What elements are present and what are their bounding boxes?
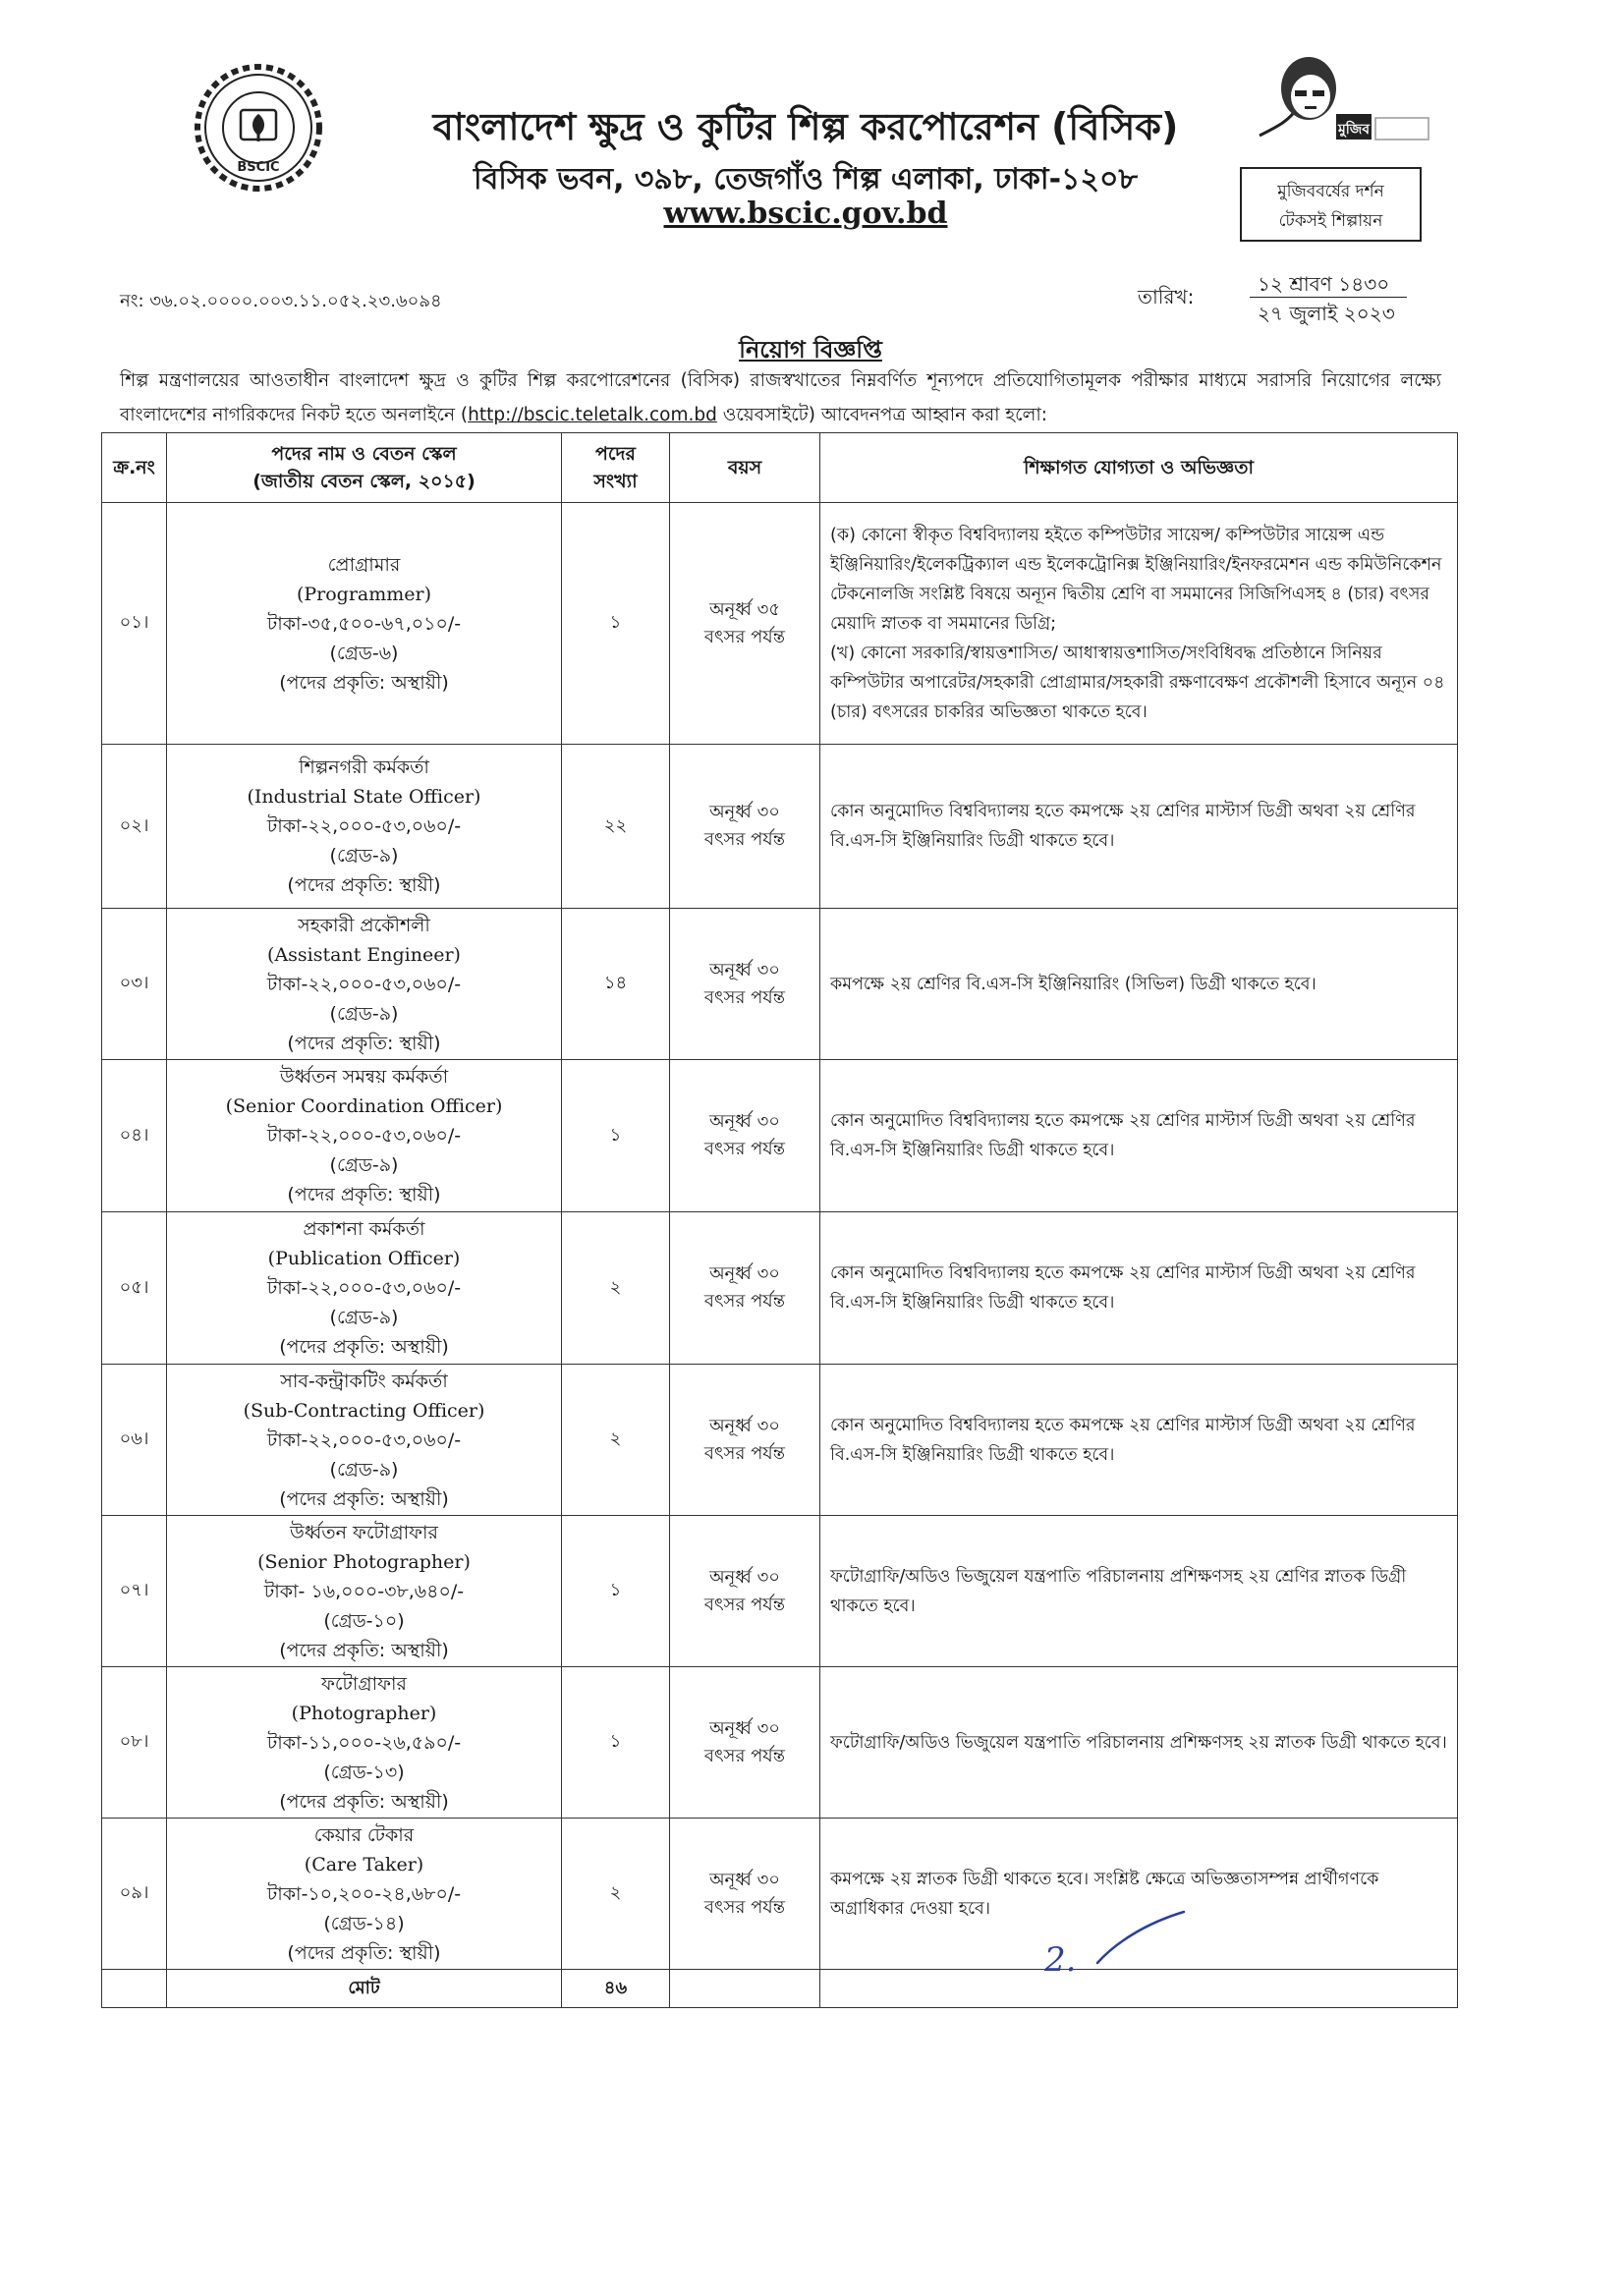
row-qualification <box>820 745 1458 909</box>
intro-text-1: শিল্প মন্ত্রণালয়ের আওতাধীন বাংলাদেশ ক্ষুদ্র ও কুটির শিল্প করপোরেশনের (বিসিক) রাজস্বখাতের নিম্নবর্ণিত শূন্যপদে প্রতিযোগিতামূলক পরীক্ষার মাধ্যমে সরাসরি নিয়োগের লক্ষ্যে বাংলাদেশের নাগরিকদের নিকট হতে অনলাইনে ( <box>120 370 1441 425</box>
row-post <box>167 1365 562 1516</box>
qualification-line-2: (খ) কোনো সরকারি/স্বায়ত্তশাসিত/ আধাস্বায়ত্তশাসিত/সংবিধিবদ্ধ প্রতিষ্ঠানে সিনিয়র কম্পিউটার অপারেটর/সহকারী প্রোগ্রামার/সহকারী রক্ষণাবেক্ষণ প্রকৌশলী হিসাবে অন্যূন ০৪ (চার) বৎসরের চাকরির অভিজ্ঞতা থাকতে হবে। <box>830 643 1445 722</box>
slogan-line-2: টেকসই শিল্পায়ন <box>1278 211 1383 231</box>
post-nature: (পদের প্রকৃতি: স্থায়ী) <box>287 1941 441 1964</box>
notice-intro <box>120 364 1441 432</box>
table-row <box>102 503 1458 745</box>
row-age <box>670 1060 820 1212</box>
total-count: ৪৬ <box>562 1970 670 2008</box>
header-count <box>562 433 670 503</box>
post-grade: (গ্রেড-৯) <box>329 1307 399 1328</box>
qualification-line-1: ফটোগ্রাফি/অডিও ভিজুয়েল যন্ত্রপাতি পরিচালনায় প্রশিক্ষণসহ ২য় স্নাতক ডিগ্রী থাকতে হবে। <box>830 1732 1447 1753</box>
post-grade: (গ্রেড-৯) <box>329 1002 399 1025</box>
row-qualification <box>820 503 1458 745</box>
row-count: ১ <box>562 1516 670 1667</box>
row-post <box>167 1212 562 1365</box>
vacancy-table <box>101 432 1458 2008</box>
post-name-bn: প্রকাশনা কর্মকর্তা <box>303 1218 425 1240</box>
row-age <box>670 909 820 1060</box>
post-grade: (গ্রেড-৯) <box>329 845 399 867</box>
date-bangla: ১২ শ্রাবণ ১৪৩০ <box>1258 272 1390 296</box>
table-row <box>102 745 1458 909</box>
header-age: বয়স <box>670 433 820 503</box>
application-link[interactable]: http://bscic.teletalk.com.bd <box>468 405 717 425</box>
table-row <box>102 1212 1458 1365</box>
post-name-bn: ফটোগ্রাফার <box>321 1672 407 1695</box>
row-serial: ০১। <box>102 503 167 745</box>
row-serial: ০৭। <box>102 1516 167 1667</box>
post-name-en: (Sub-Contracting Officer) <box>243 1399 485 1422</box>
post-scale: টাকা-২২,০০০-৫৩,০৬০/- <box>266 1428 462 1451</box>
page-mark: 2. <box>1044 1940 1077 1980</box>
row-qualification <box>820 909 1458 1060</box>
qualification-line-1: ফটোগ্রাফি/অডিও ভিজুয়েল যন্ত্রপাতি পরিচালনায় প্রশিক্ষণসহ ২য় শ্রেণির স্নাতক ডিগ্রী থাকতে হবে। <box>830 1566 1407 1616</box>
row-age <box>670 503 820 745</box>
row-count: ১ <box>562 1060 670 1212</box>
row-qualification <box>820 1212 1458 1365</box>
row-count: ২ <box>562 1365 670 1516</box>
table-total-row <box>102 1970 1458 2008</box>
post-name-en: (Programmer) <box>296 583 432 605</box>
age-line-1: অনূর্ধ্ব ৩০ <box>708 802 781 822</box>
age-line-2: বৎসর পর্যন্ত <box>703 829 786 850</box>
age-line-2: বৎসর পর্যন্ত <box>703 1442 786 1464</box>
qualification-line-1: (ক) কোনো স্বীকৃত বিশ্ববিদ্যালয় হইতে কম্পিউটার সায়েন্স/ কম্পিউটার সায়েন্স এন্ড ইঞ্জিনিয়ারিং/ইলেকট্রিক্যাল এন্ড ইলেকট্রোনিক্স ইঞ্জিনিয়ারিং/ইনফরমেশন এন্ড কমিউনিকেশন টেকনোলজি সংশ্লিষ্ট বিষয়ে অন্যূন দ্বিতীয় শ্রেণি বা সমমানের সিজিপিএসহ ৪ (চার) বৎসর মেয়াদি স্নাতক বা সমমানের ডিগ্রি; <box>830 525 1442 634</box>
table-row <box>102 1060 1458 1212</box>
row-qualification <box>820 1516 1458 1667</box>
age-line-2: বৎসর পর্যন্ত <box>703 1139 786 1159</box>
header-count-line-1: পদের <box>595 443 636 465</box>
post-grade: (গ্রেড-১৪) <box>323 1912 405 1934</box>
post-nature: (পদের প্রকৃতি: স্থায়ী) <box>287 1184 441 1205</box>
post-name-bn: শিল্পনগরী কর্মকর্তা <box>299 756 429 778</box>
age-line-1: অনূর্ধ্ব ৩০ <box>708 1566 781 1588</box>
row-age <box>670 745 820 909</box>
post-nature: (পদের প্রকৃতি: স্থায়ী) <box>287 874 441 896</box>
total-empty-cell <box>102 1970 167 2008</box>
table-row <box>102 1516 1458 1667</box>
age-line-1: অনূর্ধ্ব ৩০ <box>708 1869 781 1890</box>
total-label: মোট <box>167 1970 562 2008</box>
date-label: তারিখ: <box>1138 285 1195 308</box>
row-post <box>167 909 562 1060</box>
post-scale: টাকা-২২,০০০-৫৩,০৬০/- <box>266 1125 462 1147</box>
table-row <box>102 1819 1458 1970</box>
qualification-line-1: কোন অনুমোদিত বিশ্ববিদ্যালয় হতে কমপক্ষে ২য় শ্রেণির মাস্টার্স ডিগ্রী অথবা ২য় শ্রেণির বি.এস-সি ইঞ্জিনিয়ারিং ডিগ্রী থাকতে হবে। <box>830 1263 1416 1313</box>
post-grade: (গ্রেড-১৩) <box>323 1761 405 1783</box>
row-qualification <box>820 1060 1458 1212</box>
post-name-en: (Publication Officer) <box>267 1248 461 1269</box>
post-nature: (পদের প্রকৃতি: অস্থায়ী) <box>279 1790 449 1813</box>
header-count-line-2: সংখ্যা <box>593 471 638 492</box>
intro-text-2: ওয়েবসাইটে) আবেদনপত্র আহ্বান করা হলো: <box>716 405 1047 425</box>
date-divider <box>1250 297 1407 298</box>
post-grade: (গ্রেড-৯) <box>329 1154 399 1176</box>
post-name-bn: কেয়ার টেকার <box>313 1823 415 1846</box>
row-serial: ০৫। <box>102 1212 167 1365</box>
reference-number: নং: ৩৬.০২.০০০০.০০৩.১১.০৫২.২৩.৬০৯৪ <box>120 291 442 311</box>
total-empty-cell <box>670 1970 820 2008</box>
age-line-2: বৎসর পর্যন্ত <box>703 1745 786 1766</box>
header-post-line-2: (জাতীয় বেতন স্কেল, ২০১৫) <box>252 471 476 492</box>
row-count: ২ <box>562 1212 670 1365</box>
row-count: ১ <box>562 503 670 745</box>
org-name: বাংলাদেশ ক্ষুদ্র ও কুটির শিল্প করপোরেশন (বিসিক) <box>432 105 1179 148</box>
post-scale: টাকা-২২,০০০-৫৩,০৬০/- <box>266 1277 462 1299</box>
post-scale: টাকা-১১,০০০-২৬,৫৯০/- <box>266 1731 462 1754</box>
row-count: ২ <box>562 1819 670 1970</box>
post-nature: (পদের প্রকৃতি: অস্থায়ী) <box>279 1639 449 1661</box>
age-line-2: বৎসর পর্যন্ত <box>703 1896 786 1918</box>
qualification-line-1: কমপক্ষে ২য় স্নাতক ডিগ্রী থাকতে হবে। সংশ্লিষ্ট ক্ষেত্রে অভিজ্ঞতাসম্পন্ন প্রার্থীগণকে অগ্রাধিকার দেওয়া হবে। <box>830 1869 1379 1919</box>
row-post <box>167 1516 562 1667</box>
post-scale: টাকা-২২,০০০-৫৩,০৬০/- <box>266 973 462 995</box>
post-nature: (পদের প্রকৃতি: অস্থায়ী) <box>279 1336 449 1358</box>
post-nature: (পদের প্রকৃতি: অস্থায়ী) <box>279 671 449 694</box>
row-age <box>670 1365 820 1516</box>
post-scale: টাকা-৩৫,৫০০-৬৭,০১০/- <box>266 612 462 635</box>
header-post-line-1: পদের নাম ও বেতন স্কেল <box>271 443 457 465</box>
slogan-line-1: মুজিববর্ষের দর্শন <box>1277 182 1384 201</box>
post-nature: (পদের প্রকৃতি: স্থায়ী) <box>287 1032 441 1054</box>
notice-title: নিয়োগ বিজ্ঞপ্তি <box>739 336 882 364</box>
post-name-bn: উর্ধ্বতন ফটোগ্রাফার <box>290 1521 438 1543</box>
logo-text: BSCIC <box>237 160 280 175</box>
post-scale: টাকা- ১৬,০০০-৩৮,৬৪০/- <box>263 1580 465 1602</box>
post-name-en: (Senior Coordination Officer) <box>225 1095 503 1117</box>
qualification-line-1: কোন অনুমোদিত বিশ্ববিদ্যালয় হতে কমপক্ষে ২য় শ্রেণির মাস্টার্স ডিগ্রী অথবা ২য় শ্রেণির বি.এস-সি ইঞ্জিনিয়ারিং ডিগ্রী থাকতে হবে। <box>830 1415 1416 1465</box>
post-name-en: (Senior Photographer) <box>257 1550 471 1573</box>
post-name-bn: সহকারী প্রকৌশলী <box>298 914 430 936</box>
qualification-line-1: কমপক্ষে ২য় শ্রেণির বি.এস-সি ইঞ্জিনিয়ারিং (সিভিল) ডিগ্রী থাকতে হবে। <box>830 974 1316 994</box>
post-grade: (গ্রেড-৬) <box>329 642 399 664</box>
qualification-line-1: কোন অনুমোদিত বিশ্ববিদ্যালয় হতে কমপক্ষে ২য় শ্রেণির মাস্টার্স ডিগ্রী অথবা ২য় শ্রেণির বি.এস-সি ইঞ্জিনিয়ারিং ডিগ্রী থাকতে হবে। <box>830 1111 1416 1160</box>
row-qualification <box>820 1667 1458 1819</box>
post-name-en: (Photographer) <box>291 1702 437 1724</box>
post-nature: (পদের প্রকৃতি: অস্থায়ী) <box>279 1487 449 1510</box>
row-age <box>670 1667 820 1819</box>
row-serial: ০৩। <box>102 909 167 1060</box>
row-post <box>167 1667 562 1819</box>
date-english: ২৭ জুলাই ২০২৩ <box>1258 302 1395 325</box>
slogan-box <box>1240 167 1422 242</box>
table-row <box>102 1365 1458 1516</box>
header-post <box>167 433 562 503</box>
age-line-2: বৎসর পর্যন্ত <box>703 626 786 647</box>
page-mark-signature <box>1036 1906 1194 1985</box>
post-name-bn: উর্ধ্বতন সমন্বয় কর্মকর্তা <box>279 1066 449 1088</box>
header-serial: ক্র.নং <box>102 433 167 503</box>
row-count: ১ <box>562 1667 670 1819</box>
qualification-line-1: কোন অনুমোদিত বিশ্ববিদ্যালয় হতে কমপক্ষে ২য় শ্রেণির মাস্টার্স ডিগ্রী অথবা ২য় শ্রেণির বি.এস-সি ইঞ্জিনিয়ারিং ডিগ্রী থাকতে হবে। <box>830 802 1416 851</box>
age-line-1: অনূর্ধ্ব ৩০ <box>708 959 781 980</box>
row-post <box>167 745 562 909</box>
age-line-1: অনূর্ধ্ব ৩৫ <box>708 598 780 620</box>
row-serial: ০৮। <box>102 1667 167 1819</box>
table-header-row <box>102 433 1458 503</box>
post-name-en: (Assistant Engineer) <box>267 943 461 966</box>
row-age <box>670 1212 820 1365</box>
bscic-logo <box>192 61 325 195</box>
row-count: ২২ <box>562 745 670 909</box>
post-grade: (গ্রেড-১০) <box>323 1609 405 1632</box>
table-row <box>102 909 1458 1060</box>
age-line-1: অনূর্ধ্ব ৩০ <box>708 1415 781 1436</box>
row-age <box>670 1819 820 1970</box>
age-line-1: অনূর্ধ্ব ৩০ <box>708 1717 781 1739</box>
age-line-2: বৎসর পর্যন্ত <box>703 1594 786 1615</box>
row-count: ১৪ <box>562 909 670 1060</box>
row-serial: ০৯। <box>102 1819 167 1970</box>
post-grade: (গ্রেড-৯) <box>329 1458 399 1481</box>
table-row <box>102 1667 1458 1819</box>
row-serial: ০৪। <box>102 1060 167 1212</box>
org-address: বিসিক ভবন, ৩৯৮, তেজগাঁও শিল্প এলাকা, ঢাকা-১২০৮ <box>474 162 1138 196</box>
age-line-1: অনূর্ধ্ব ৩০ <box>708 1111 781 1132</box>
org-website-link[interactable]: www.bscic.gov.bd <box>663 196 948 231</box>
row-post <box>167 503 562 745</box>
post-name-bn: প্রোগ্রামার <box>327 553 401 576</box>
row-serial: ০২। <box>102 745 167 909</box>
header-qualification: শিক্ষাগত যোগ্যতা ও অভিজ্ঞতা <box>820 433 1458 503</box>
row-post <box>167 1819 562 1970</box>
age-line-2: বৎসর পর্যন্ত <box>703 986 786 1008</box>
portrait-caption: মুজিব <box>1337 122 1371 138</box>
post-name-bn: সাব-কন্ট্রাকটিং কর্মকর্তা <box>280 1370 448 1392</box>
row-serial: ০৬। <box>102 1365 167 1516</box>
post-scale: টাকা-২২,০০০-৫৩,০৬০/- <box>266 815 462 837</box>
post-name-en: (Industrial State Officer) <box>247 786 481 808</box>
age-line-1: অনূর্ধ্ব ৩০ <box>708 1263 781 1284</box>
row-post <box>167 1060 562 1212</box>
row-age <box>670 1516 820 1667</box>
age-line-2: বৎসর পর্যন্ত <box>703 1291 786 1312</box>
mujib-portrait-emblem <box>1240 47 1436 157</box>
post-scale: টাকা-১০,২০০-২৪,৬৮০/- <box>266 1882 462 1905</box>
post-name-en: (Care Taker) <box>304 1853 424 1875</box>
row-qualification <box>820 1365 1458 1516</box>
